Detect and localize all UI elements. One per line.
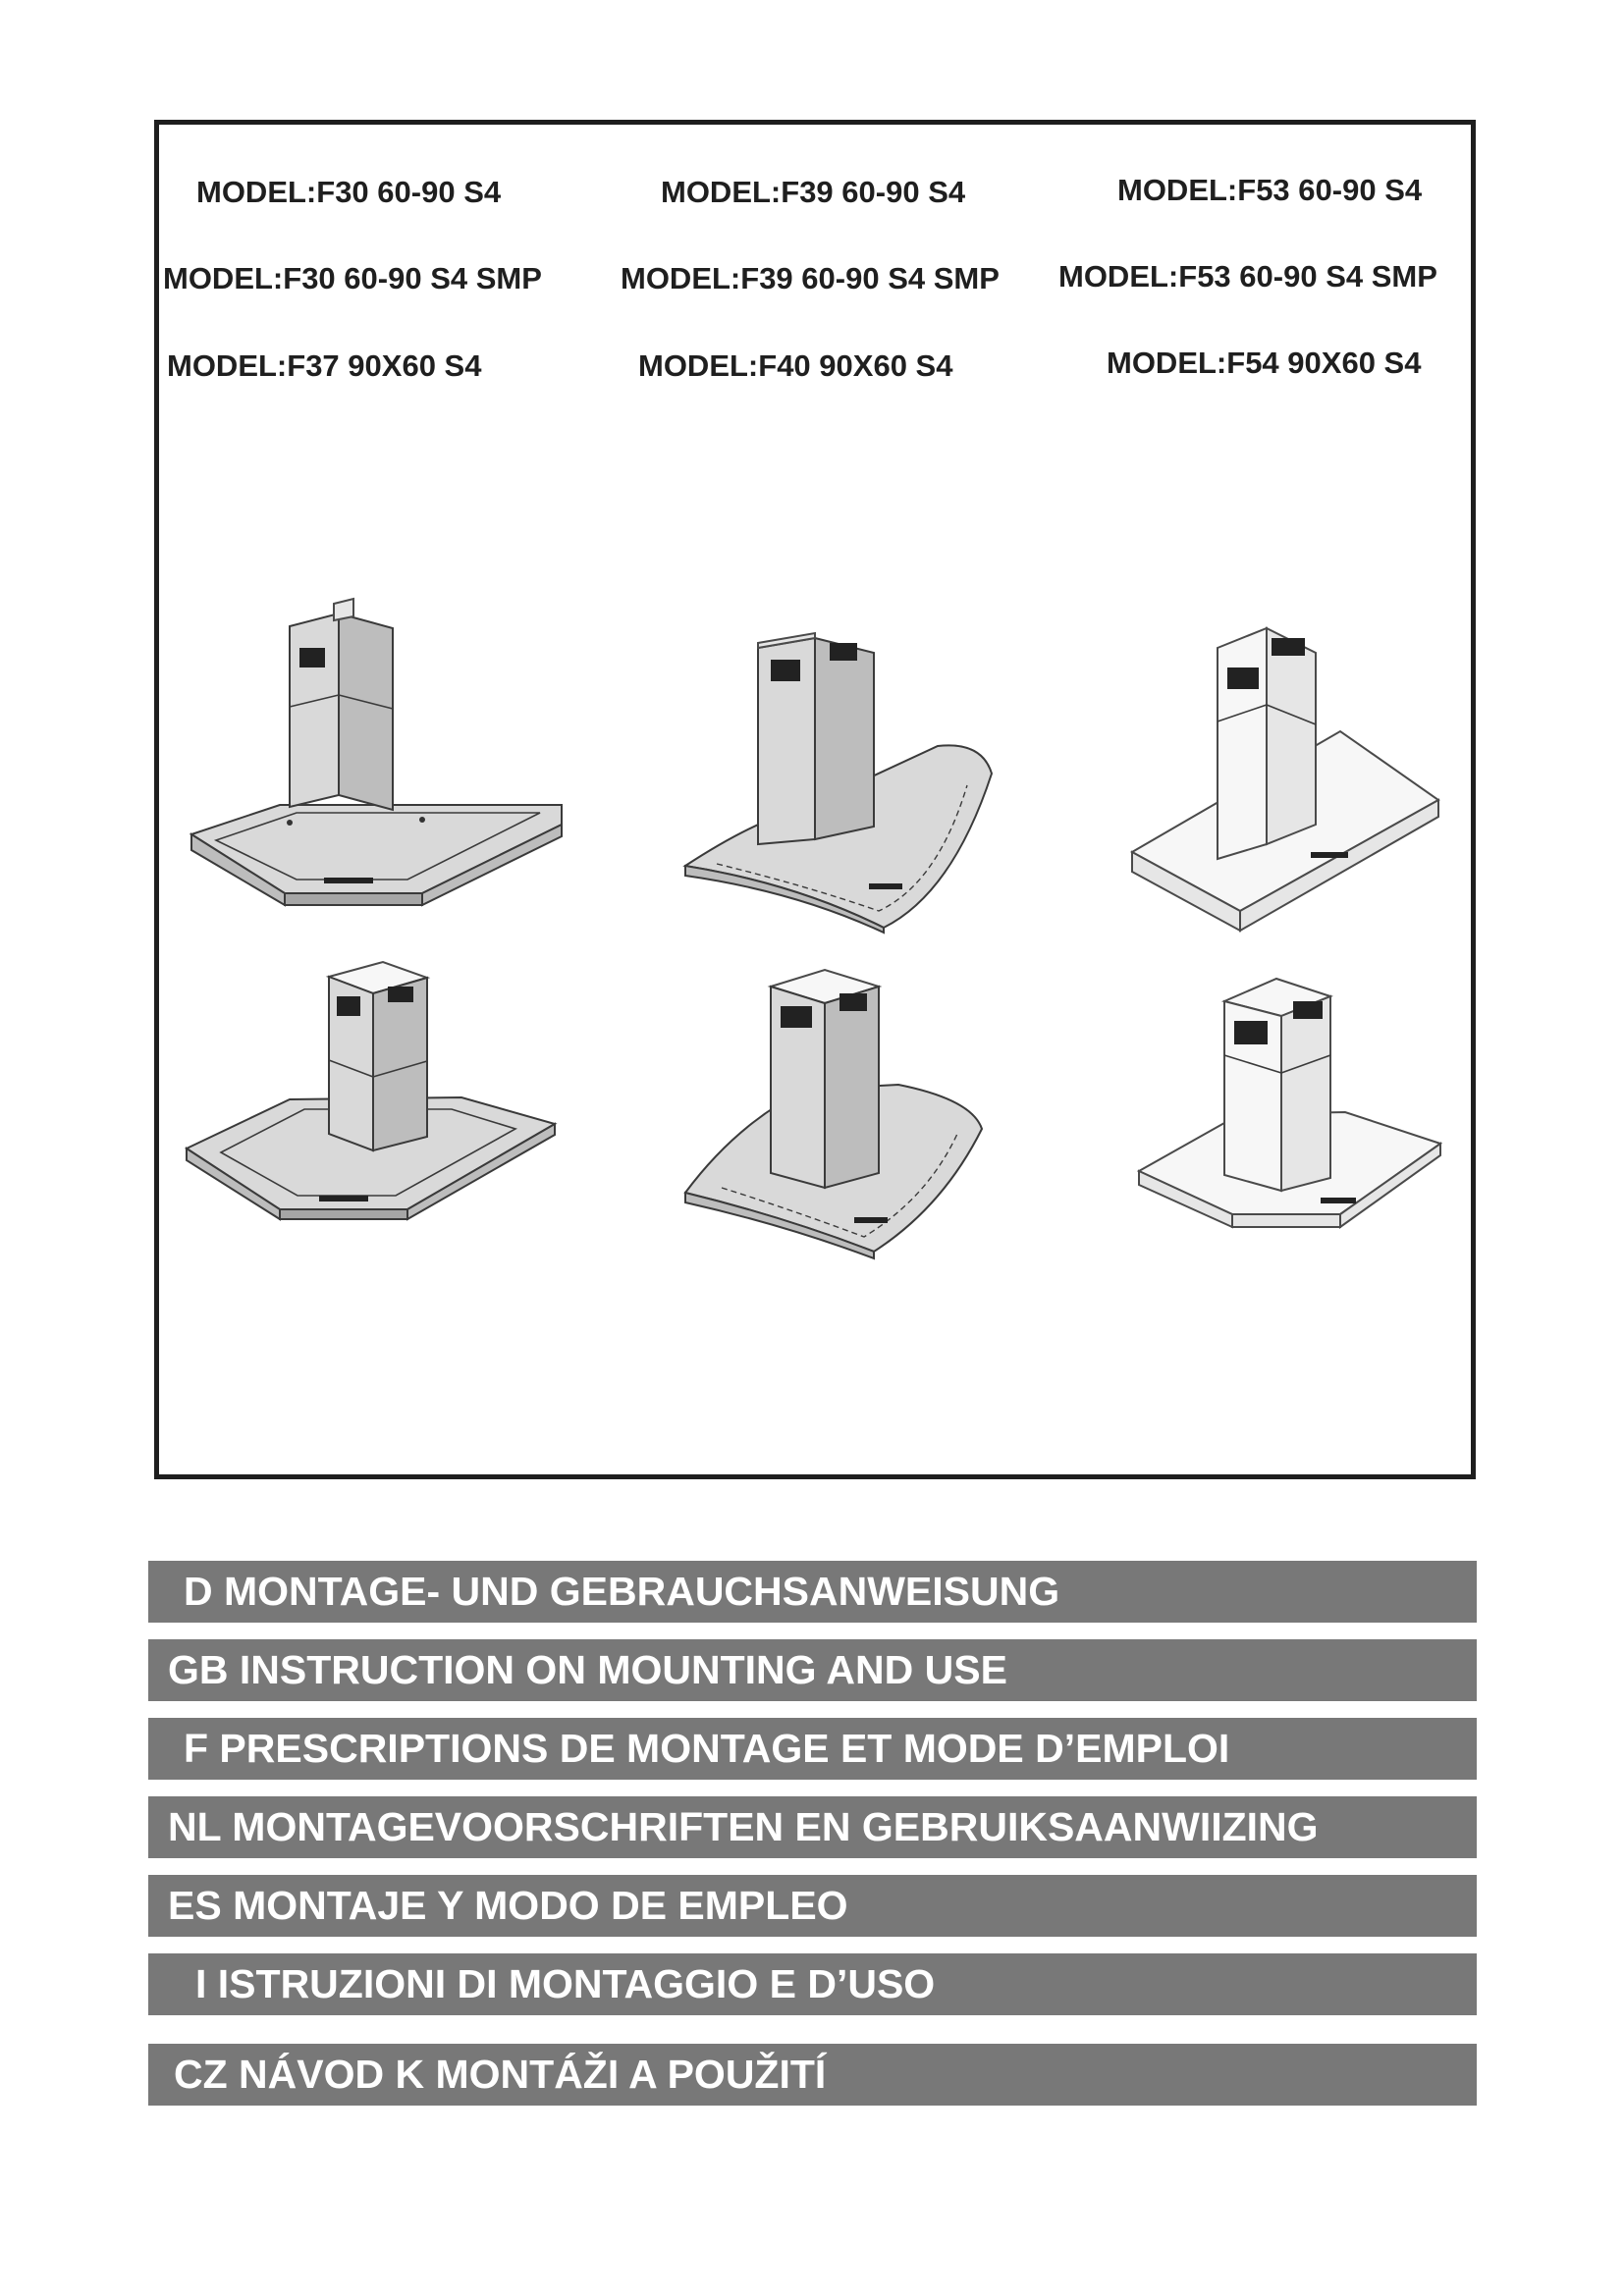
title-bar-de: D MONTAGE- UND GEBRAUCHSANWEISUNG bbox=[148, 1561, 1477, 1623]
steel-island-hood-icon bbox=[1134, 957, 1448, 1252]
model-label-f39: MODEL:F39 60-90 S4 bbox=[661, 175, 966, 209]
glass-curved-island-hood-icon bbox=[677, 952, 992, 1266]
title-bar-fr: F PRESCRIPTIONS DE MONTAGE ET MODE D’EMPLOI bbox=[148, 1718, 1477, 1780]
glass-curved-hood-icon bbox=[677, 599, 1001, 933]
model-label-f30-smp: MODEL:F30 60-90 S4 SMP bbox=[163, 261, 542, 295]
model-label-f37: MODEL:F37 90X60 S4 bbox=[167, 348, 482, 383]
model-label-f39-smp: MODEL:F39 60-90 S4 SMP bbox=[621, 261, 1000, 295]
model-label-f53-smp: MODEL:F53 60-90 S4 SMP bbox=[1058, 259, 1437, 294]
model-label-f40: MODEL:F40 90X60 S4 bbox=[638, 348, 953, 383]
title-bar-it: I ISTRUZIONI DI MONTAGGIO E D’USO bbox=[148, 1953, 1477, 2015]
model-label-f30: MODEL:F30 60-90 S4 bbox=[196, 175, 502, 209]
glass-flat-island-hood-icon bbox=[182, 942, 565, 1227]
model-label-f53: MODEL:F53 60-90 S4 bbox=[1117, 173, 1423, 207]
title-bar-gb: GB INSTRUCTION ON MOUNTING AND USE bbox=[148, 1639, 1477, 1701]
glass-flat-hood-icon bbox=[187, 599, 579, 913]
model-label-f54: MODEL:F54 90X60 S4 bbox=[1107, 346, 1422, 380]
title-bar-es: ES MONTAJE Y MODO DE EMPLEO bbox=[148, 1875, 1477, 1937]
title-bar-nl: NL MONTAGEVOORSCHRIFTEN EN GEBRUIKSAANWIIZING bbox=[148, 1796, 1477, 1858]
title-bar-cz: CZ NÁVOD K MONTÁŽI A POUŽITÍ bbox=[148, 2044, 1477, 2106]
steel-box-hood-icon bbox=[1124, 599, 1448, 933]
